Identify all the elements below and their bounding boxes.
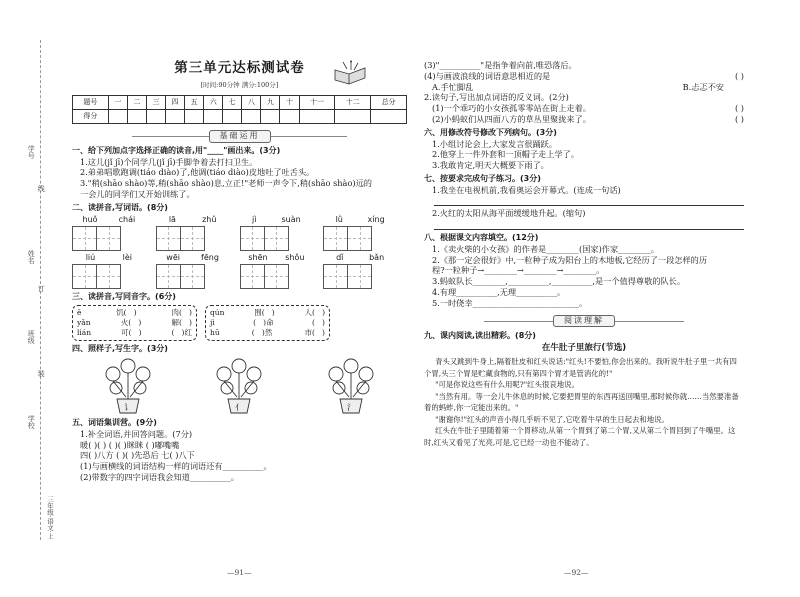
- score-cell: 题号: [73, 96, 109, 110]
- score-cell: 十: [280, 96, 299, 110]
- question-1-line: 一会儿的同学们又开始训练了。: [80, 189, 195, 200]
- score-input-cell[interactable]: [108, 110, 127, 124]
- question-2-title: 二、读拼音,写词语。(8分): [72, 202, 168, 212]
- score-input-cell[interactable]: [166, 110, 185, 124]
- pinyin-group: [240, 253, 314, 289]
- question-8-line: 3.蚂蚁队长________,__________,__________,是一个值得尊敬的队长。: [432, 276, 686, 287]
- radical-label: 氵: [347, 403, 356, 413]
- score-cell: 七: [223, 96, 242, 110]
- pinyin-label: zhǔ: [202, 215, 217, 225]
- question-8-line: 4.有理__________,无理__________。: [432, 287, 566, 298]
- exam-header: [72, 60, 407, 92]
- question-6-line: 1.小组讨论会上,大家发言很踊跃。: [432, 138, 558, 149]
- radical-label: 亻: [235, 403, 244, 413]
- question-7-line: 2.火红的太阳从海平面缓缓地升起。(缩句): [432, 208, 586, 219]
- question-3-title: 三、读拼音,写同音字。(6分): [72, 291, 176, 301]
- pinyin-label: dǐ: [336, 252, 344, 262]
- pinyin-label: qún: [210, 308, 225, 318]
- score-cell: 十二: [335, 96, 371, 110]
- pinyin-label: jì: [210, 317, 215, 327]
- pinyin-group: [72, 253, 146, 289]
- pinyin-label: liú: [85, 252, 96, 262]
- question-9-title: 九、课内阅读,读出精彩。(8分): [424, 330, 536, 340]
- question-6-title: 六、用修改符号修改下列病句。(3分): [424, 127, 557, 137]
- writing-cell[interactable]: [72, 226, 97, 251]
- section-banner: [424, 315, 744, 328]
- binding-strip: [0, 0, 62, 597]
- writing-cell[interactable]: [264, 264, 289, 289]
- binding-label: 班级: [27, 330, 36, 344]
- writing-cell[interactable]: [96, 264, 121, 289]
- score-input-cell[interactable]: [335, 110, 371, 124]
- pinyin-label: huǒ: [82, 215, 98, 225]
- pinyin-label: lā: [168, 215, 176, 225]
- score-table-score-row: [73, 110, 407, 124]
- question-6-line: 2.他穿上一件外套和一顶帽子走上学了。: [432, 149, 579, 160]
- score-cell: 四: [166, 96, 185, 110]
- score-cell: 九: [261, 96, 280, 110]
- pinyin-label: fēng: [201, 252, 219, 262]
- radical-label: 讠: [123, 403, 132, 413]
- open-book-icon: [333, 60, 367, 88]
- section-banner: [72, 130, 407, 143]
- antonym-line: (1)一个乖巧的小女孩孤零零站在街上走着。 ( ): [432, 103, 744, 114]
- page-number-right: —92—: [564, 568, 589, 578]
- page-title: 第三单元达标测试卷: [174, 60, 305, 76]
- passage-paragraph: 青头又跳到牛身上,隔着肚皮和红头说话:"红头!不要怕,你会出来的。我听说牛肚子里一共有四个胃,头三个胃是贮藏食物的,只有第四个胃才是管消化的!": [424, 357, 737, 378]
- section-banner-label: 基础运用: [209, 130, 271, 143]
- question-5-title: 五、词语集训营。(9分): [72, 418, 157, 428]
- pinyin-label: shēn: [248, 252, 268, 262]
- pinyin-group: [156, 215, 230, 251]
- question-7-title: 七、按要求完成句子练习。(3分): [424, 174, 541, 183]
- score-cell: 八: [242, 96, 261, 110]
- pinyin-group: [323, 215, 397, 251]
- score-cell: 二: [127, 96, 146, 110]
- binding-label: 装: [37, 370, 46, 377]
- antonym-line: (2)小蚂蚁们从四面八方的草丛里聚拢来了。 ( ): [432, 114, 744, 125]
- score-input-cell[interactable]: [242, 110, 261, 124]
- flower-pots: [72, 357, 407, 415]
- score-input-cell[interactable]: [261, 110, 280, 124]
- question-7-line: 1.我坐在电视机前,我看奥运会开幕式。(连成一句话): [432, 184, 621, 195]
- score-cell: 十一: [299, 96, 335, 110]
- pinyin-group: [323, 253, 397, 289]
- score-input-cell[interactable]: [223, 110, 242, 124]
- binding-label: 订: [37, 285, 46, 292]
- question-1-line: 1.这儿(jǐ jī)个同学几(jǐ jī)手脚争着去打扫卫生。: [80, 156, 258, 167]
- pinyin-group: [72, 215, 146, 251]
- question-5-line: (2)带数字的四字词语我会知道__________。: [80, 472, 239, 483]
- pinyin-label: yǎn: [77, 317, 91, 327]
- pinyin-label: suàn: [281, 215, 301, 225]
- flower-pot-icon: [204, 357, 274, 415]
- writing-cell[interactable]: [96, 226, 121, 251]
- pinyin-row-1: [72, 215, 407, 251]
- writing-cell[interactable]: [240, 226, 265, 251]
- writing-cell[interactable]: [264, 226, 289, 251]
- question-1-line: 3."稍(shāo shào)等,稍(shāo shào)息,立正!"老师一声令下,稍(shāo shào)远的: [80, 178, 372, 189]
- question-8-line: 5.一时侥幸__________________________。: [432, 297, 588, 308]
- writing-cell[interactable]: [323, 226, 348, 251]
- pinyin-group: [240, 215, 314, 251]
- writing-cell[interactable]: [180, 264, 205, 289]
- question-4-title: 四、照样子,写生字。(3分): [72, 343, 168, 353]
- pinyin-row-2: [72, 253, 407, 289]
- score-cell: 五: [185, 96, 204, 110]
- continued-question-line: (3)"__________"是指争着向前,唯恐落后。: [424, 60, 577, 70]
- right-page: [424, 60, 744, 578]
- passage-paragraph: "当然有用。等一会儿牛休息的时候,它要把胃里的东西再送回嘴里,那时候你就……当然要准备着的蚂蚱,你一定能出来的。": [424, 391, 739, 413]
- answer-bracket[interactable]: ( ): [735, 114, 744, 125]
- score-table-header-row: [73, 96, 407, 110]
- choice-option[interactable]: A.手忙脚乱: [432, 81, 474, 92]
- section-banner-label: 阅读理解: [553, 315, 615, 328]
- score-cell: 总分: [371, 96, 407, 110]
- pinyin-label: lǜ: [335, 215, 343, 225]
- pinyin-label: bǎn: [369, 252, 385, 262]
- question-5-line: (1)与画横线的词语结构一样的词语还有__________。: [80, 461, 272, 472]
- continued-question-line: (4)与画波浪线的词语意思相近的是 ( ): [424, 70, 744, 81]
- score-cell: 三: [146, 96, 165, 110]
- page-number-left: —91—: [227, 568, 252, 578]
- exam-subtitle: [时间:90分钟 满分:100分]: [200, 80, 279, 89]
- question-8-line: 2.《那一定会很好》中,一粒种子成为阳台上的木地板,它经历了一段怎样的历: [432, 254, 708, 265]
- score-input-cell[interactable]: [299, 110, 335, 124]
- score-input-cell[interactable]: [127, 110, 146, 124]
- answer-line[interactable]: [434, 196, 744, 206]
- binding-label: 学校: [27, 415, 36, 429]
- binding-label: 学号: [27, 145, 36, 159]
- writing-cell[interactable]: [72, 264, 97, 289]
- binding-label: 姓名: [27, 250, 36, 264]
- writing-cell[interactable]: [156, 264, 181, 289]
- pinyin-group: [156, 253, 230, 289]
- score-input-cell[interactable]: [146, 110, 165, 124]
- score-input-cell[interactable]: [185, 110, 204, 124]
- answer-line[interactable]: [434, 220, 744, 230]
- score-input-cell[interactable]: [371, 110, 407, 124]
- homophone-box: qún 围( ) 人( ) jì ( )命 ( ) hū ( )然 市( ): [205, 305, 330, 341]
- score-input-cell[interactable]: [280, 110, 299, 124]
- question-1-title: 一、给下列加点字选择正确的读音,用"____"画出来。(3分): [72, 146, 281, 155]
- score-cell: 得分: [73, 110, 109, 124]
- question-8-line: 程?一粒种子→________→________→________。: [432, 265, 605, 276]
- pinyin-label: hū: [210, 327, 220, 337]
- writing-cell[interactable]: [323, 264, 348, 289]
- flower-pot-icon: [316, 357, 386, 415]
- question-8-line: 1.《卖火柴的小女孩》的作者是________(国家)作家________。: [432, 243, 660, 254]
- question-8-title: 八、根据课文内容填空。(12分): [424, 233, 539, 243]
- homophone-box: ě 饥( ) 肉( ) yǎn 火( ) 解( ) lián 可( ) ( )红: [72, 305, 197, 341]
- writing-cell[interactable]: [180, 226, 205, 251]
- antonym-question-title: 2.读句子,写出加点词语的反义词。(2分): [424, 92, 569, 103]
- homophone-boxes: [72, 305, 407, 341]
- writing-cell[interactable]: [156, 226, 181, 251]
- pinyin-label: chái: [118, 215, 136, 225]
- passage-paragraph: 红头在牛肚子里随着第一个胃移动,从第一个胃到了第二个胃,又从第二个胃回到了牛嘴里。这时,红头又看见了光亮,可是,它已经一动也不能动了。: [424, 426, 736, 447]
- passage-title: 在牛肚子里旅行(节选): [541, 343, 627, 354]
- score-input-cell[interactable]: [204, 110, 223, 124]
- score-cell: 六: [204, 96, 223, 110]
- question-5-line: 暖( )( ) ( )( )眯眯 ( )嘟嘴嘴: [80, 439, 180, 450]
- score-cell: 一: [108, 96, 127, 110]
- passage-paragraph: "谢谢你!"红头的声音小得几乎听不见了,它吃着牛早的生日起去和地说。: [435, 414, 669, 424]
- question-5-subtitle: 1.补全词语,并回答问题。(7分): [80, 428, 193, 439]
- pinyin-label: shǒu: [285, 252, 305, 262]
- binding-label: 线: [37, 185, 46, 192]
- pinyin-label: ě: [77, 308, 82, 318]
- answer-bracket[interactable]: ( ): [735, 103, 744, 114]
- pinyin-label: lián: [77, 327, 92, 337]
- pinyin-label: xíng: [367, 215, 385, 225]
- passage-paragraph: "可是你说这些有什么用呢?"红头很哀地说。: [435, 380, 579, 390]
- binding-footer: 三年级·语文·上: [46, 495, 54, 539]
- score-table: [72, 95, 407, 124]
- question-1-line: 2.弟弟唱歌跑调(tiáo diào)了,他调(tiáo diào)皮地吐了吐舌头。: [80, 167, 315, 178]
- pinyin-label: wēi: [166, 252, 180, 262]
- question-6-line: 3.我敢肯定,明天大概要下雨了。: [432, 160, 549, 171]
- answer-bracket[interactable]: ( ): [735, 70, 744, 81]
- choice-options: [424, 82, 744, 93]
- writing-cell[interactable]: [240, 264, 265, 289]
- question-5-line: 四( )八方 ( )( )先恐后 七( )八下: [80, 450, 195, 461]
- choice-option[interactable]: B.忐忑不安: [682, 81, 724, 92]
- pinyin-label: lèi: [122, 252, 133, 262]
- flower-pot-icon: [93, 357, 163, 415]
- left-page: [72, 60, 407, 578]
- writing-cell[interactable]: [347, 226, 372, 251]
- pinyin-label: jì: [252, 215, 257, 225]
- writing-cell[interactable]: [347, 264, 372, 289]
